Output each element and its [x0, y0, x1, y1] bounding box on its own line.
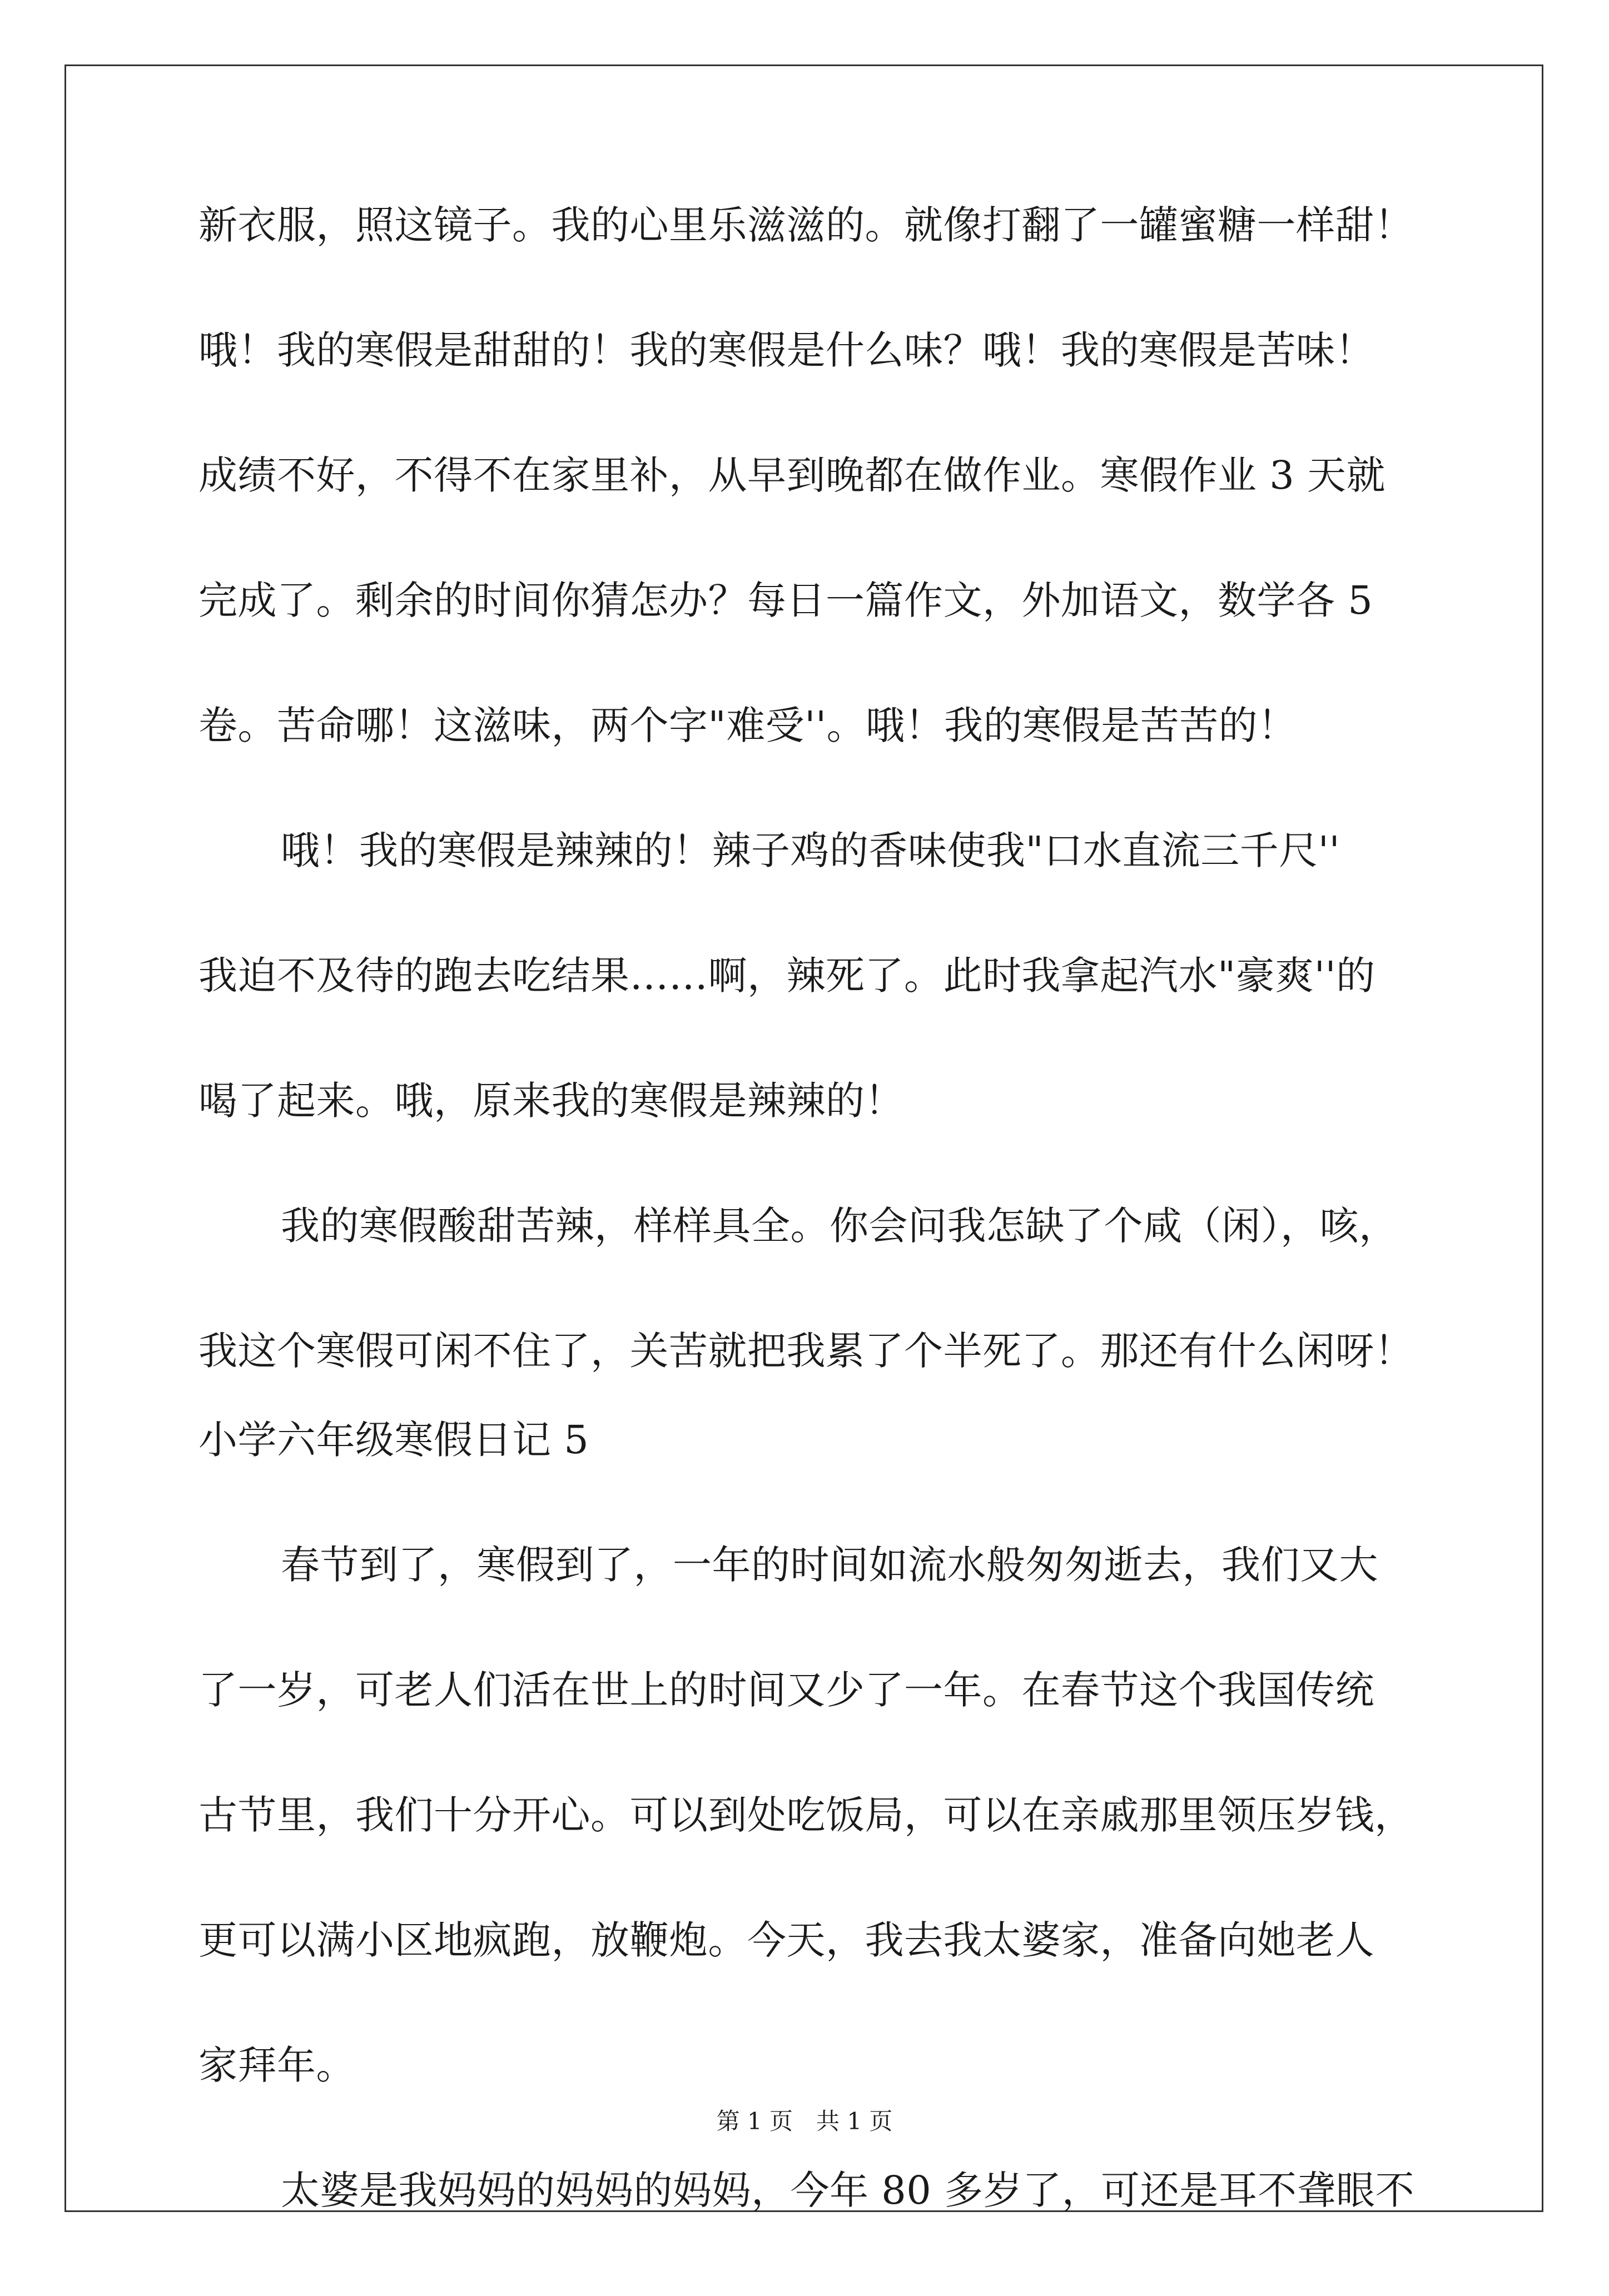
section-heading: 小学六年级寒假日记 5 [198, 1417, 589, 1463]
text-line-13: 了一岁，可老人们活在世上的时间又少了一年。在春节这个我国传统 [198, 1667, 1374, 1713]
text-line-16: 家拜年。 [198, 2042, 355, 2088]
text-line-14: 古节里，我们十分开心。可以到处吃饭局，可以在亲戚那里领压岁钱， [198, 1792, 1414, 1838]
text-line-1: 新衣服，照这镜子。我的心里乐滋滋的。就像打翻了一罐蜜糖一样甜！ [198, 202, 1414, 248]
text-line-10: 我这个寒假可闲不住了，关苦就把我累了个半死了。那还有什么闲呀！ [198, 1328, 1414, 1374]
text-line-9: 我的寒假酸甜苦辣，样样具全。你会问我怎缺了个咸（闲），咳， [281, 1203, 1398, 1249]
document-body [198, 202, 1422, 2296]
text-line-3: 成绩不好，不得不在家里补，从早到晚都在做作业。寒假作业 3 天就 [198, 453, 1386, 498]
text-line-6: 哦！我的寒假是辣辣的！辣子鸡的香味使我"口水直流三千尺'' [281, 828, 1340, 873]
page-footer: 第 1 页 共 1 页 [716, 2108, 893, 2135]
text-line-4: 完成了。剩余的时间你猜怎办？每日一篇作文，外加语文，数学各 5 [198, 578, 1373, 623]
text-line-7: 我迫不及待的跑去吃结果……啊，辣死了。此时我拿起汽水"豪爽''的 [198, 953, 1375, 998]
text-line-12: 春节到了，寒假到了，一年的时间如流水般匆匆逝去，我们又大 [281, 1542, 1378, 1588]
text-line-8: 喝了起来。哦，原来我的寒假是辣辣的！ [198, 1078, 904, 1124]
text-line-2: 哦！我的寒假是甜甜的！我的寒假是什么味？哦！我的寒假是苦味！ [198, 327, 1374, 373]
text-line-17: 太婆是我妈妈的妈妈的妈妈，今年 80 多岁了，可还是耳不聋眼不 [281, 2168, 1415, 2213]
text-line-15: 更可以满小区地疯跑，放鞭炮。今天，我去我太婆家，准备向她老人 [198, 1917, 1374, 1963]
text-line-5: 卷。苦命哪！这滋味，两个字"难受''。哦！我的寒假是苦苦的！ [198, 703, 1297, 748]
